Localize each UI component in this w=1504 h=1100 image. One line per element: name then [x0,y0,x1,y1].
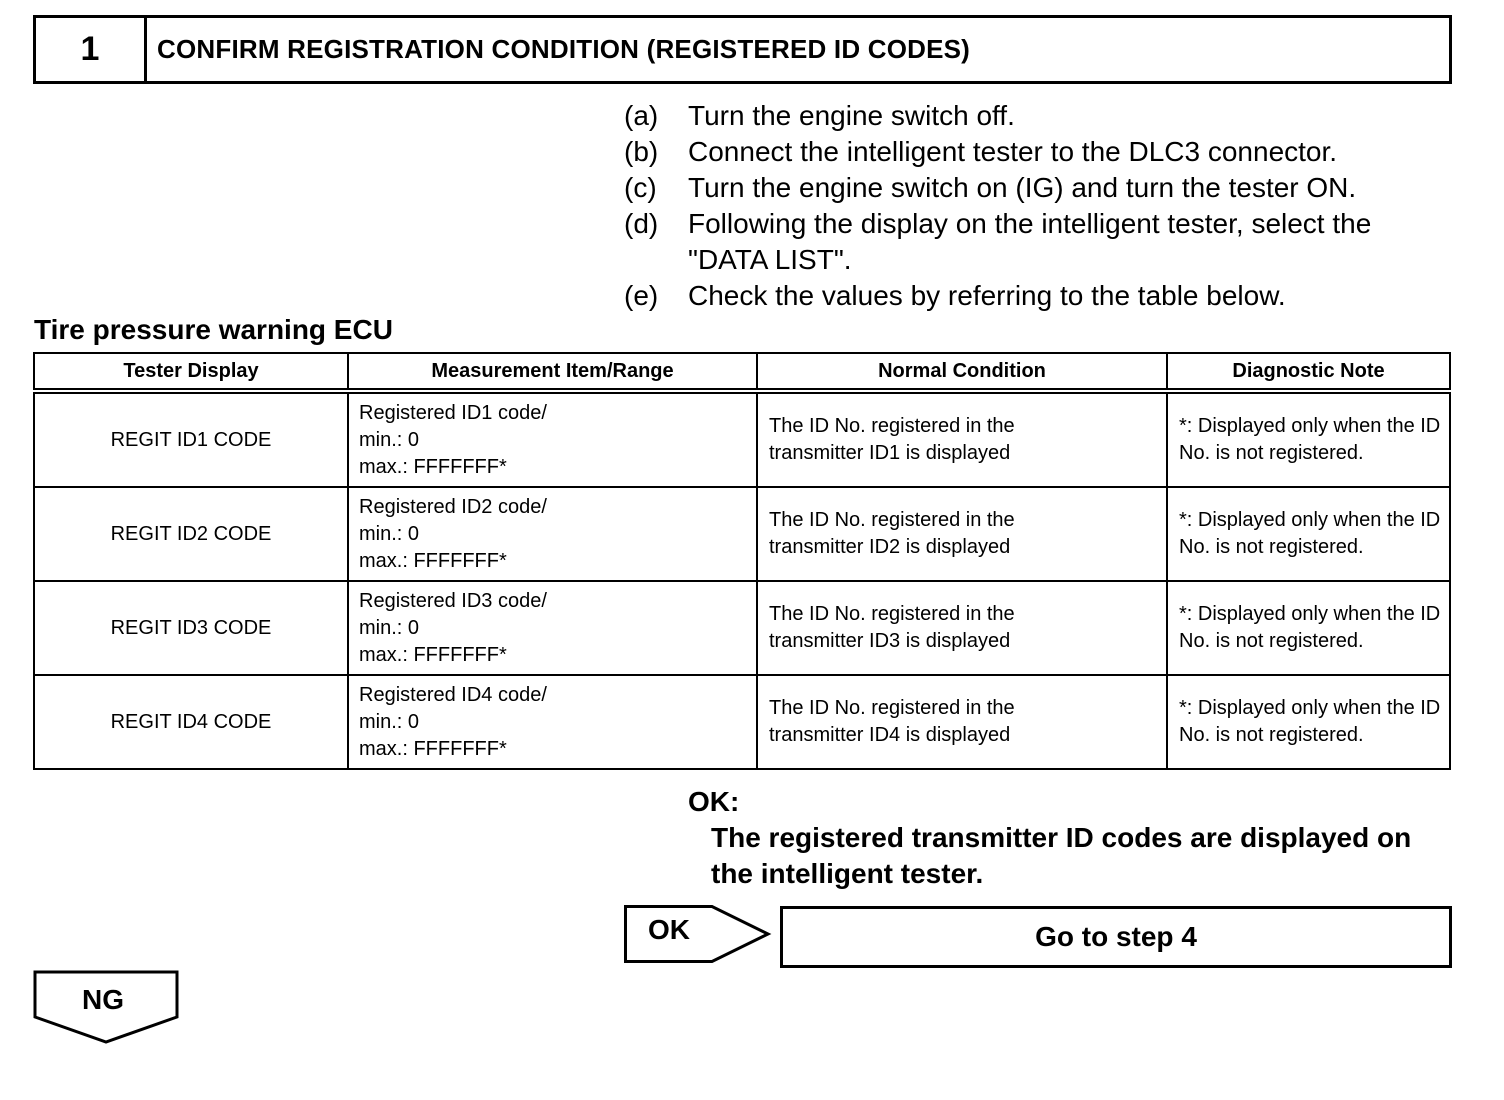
instruction-letter: (a) [624,100,659,131]
diagnostic-note-line: No. is not registered. [1179,630,1364,652]
measurement-min: min.: 0 [359,428,420,451]
diagnostic-note-line: *: Displayed only when the ID [1179,603,1441,625]
diagnostic-note-cell [1167,487,1450,581]
ok-arrow-icon[interactable] [624,904,774,964]
normal-condition-cell [757,581,1167,675]
ng-arrow-label[interactable]: NG [82,984,124,1015]
normal-condition-line: transmitter ID3 is displayed [769,630,1011,652]
table-header-row [34,353,1450,391]
table-row [34,581,1450,675]
ok-arrow-label[interactable]: OK [648,914,690,945]
instruction-letter: (c) [624,172,657,203]
measurement-item: Registered ID4 code/ [359,683,547,706]
instruction-text: Connect the intelligent tester to the DLC3 connector. [688,136,1338,167]
measurement-item: Registered ID1 code/ [359,401,547,424]
column-header-normal-condition: Normal Condition [757,353,1167,391]
measurement-max: max.: FFFFFFF* [359,549,507,572]
measurement-cell [348,581,757,675]
diagnostic-note-line: *: Displayed only when the ID [1179,697,1441,719]
table-caption: Tire pressure warning ECU [34,314,393,345]
data-table [33,352,1451,770]
tester-display-cell: REGIT ID3 CODE [34,581,348,675]
step-number: 1 [36,18,147,81]
ok-result-label: OK: [688,786,740,817]
instruction-item [624,170,1454,206]
normal-condition-line: The ID No. registered in the [769,509,1015,531]
tester-display-cell: REGIT ID2 CODE [34,487,348,581]
normal-condition-cell [757,487,1167,581]
instruction-letter: (b) [624,136,659,167]
column-header-measurement: Measurement Item/Range [348,353,757,391]
normal-condition-line: The ID No. registered in the [769,415,1015,437]
instruction-text: Turn the engine switch on (IG) and turn the tester ON. [688,172,1357,203]
tester-display-cell: REGIT ID4 CODE [34,675,348,769]
diagnostic-note-line: No. is not registered. [1179,536,1364,558]
instruction-item [624,278,1454,314]
instruction-text: Following the display on the intelligent tester, select the "DATA LIST". [688,208,1372,275]
diagnostic-note-line: No. is not registered. [1179,442,1364,464]
instruction-item [624,206,1454,278]
instruction-text: Turn the engine switch off. [688,100,1015,131]
diagnostic-note-line: *: Displayed only when the ID [1179,509,1441,531]
measurement-max: max.: FFFFFFF* [359,455,507,478]
measurement-cell [348,675,757,769]
tester-display-cell: REGIT ID1 CODE [34,391,348,487]
go-to-step-button[interactable]: Go to step 4 [780,906,1452,968]
measurement-cell [348,487,757,581]
normal-condition-cell [757,675,1167,769]
table-row [34,487,1450,581]
instruction-letter: (d) [624,208,659,239]
table-row [34,391,1450,487]
normal-condition-line: The ID No. registered in the [769,603,1015,625]
measurement-item: Registered ID2 code/ [359,495,547,518]
measurement-max: max.: FFFFFFF* [359,737,507,760]
normal-condition-line: transmitter ID4 is displayed [769,724,1011,746]
instruction-list [624,98,1454,314]
measurement-min: min.: 0 [359,710,420,733]
instruction-item [624,134,1454,170]
diagnostic-note-line: *: Displayed only when the ID [1179,415,1441,437]
normal-condition-line: transmitter ID2 is displayed [769,536,1011,558]
normal-condition-line: The ID No. registered in the [769,697,1015,719]
measurement-min: min.: 0 [359,616,420,639]
diagnostic-note-cell [1167,581,1450,675]
diagnostic-note-cell [1167,675,1450,769]
normal-condition-line: transmitter ID1 is displayed [769,442,1011,464]
diagnostic-note-cell [1167,391,1450,487]
instruction-item [624,98,1454,134]
ok-result-text: The registered transmitter ID codes are displayed on the intelligent tester. [711,822,1412,889]
column-header-tester-display: Tester Display [34,353,348,391]
instruction-text: Check the values by referring to the table below. [688,280,1286,311]
column-header-diagnostic-note: Diagnostic Note [1167,353,1450,391]
step-title: CONFIRM REGISTRATION CONDITION (REGISTERED ID CODES) [157,34,971,64]
measurement-min: min.: 0 [359,522,420,545]
normal-condition-cell [757,391,1167,487]
measurement-item: Registered ID3 code/ [359,589,547,612]
measurement-max: max.: FFFFFFF* [359,643,507,666]
instruction-letter: (e) [624,280,659,311]
step-header [33,15,1452,84]
diagnostic-note-line: No. is not registered. [1179,724,1364,746]
measurement-cell [348,391,757,487]
table-row [34,675,1450,769]
